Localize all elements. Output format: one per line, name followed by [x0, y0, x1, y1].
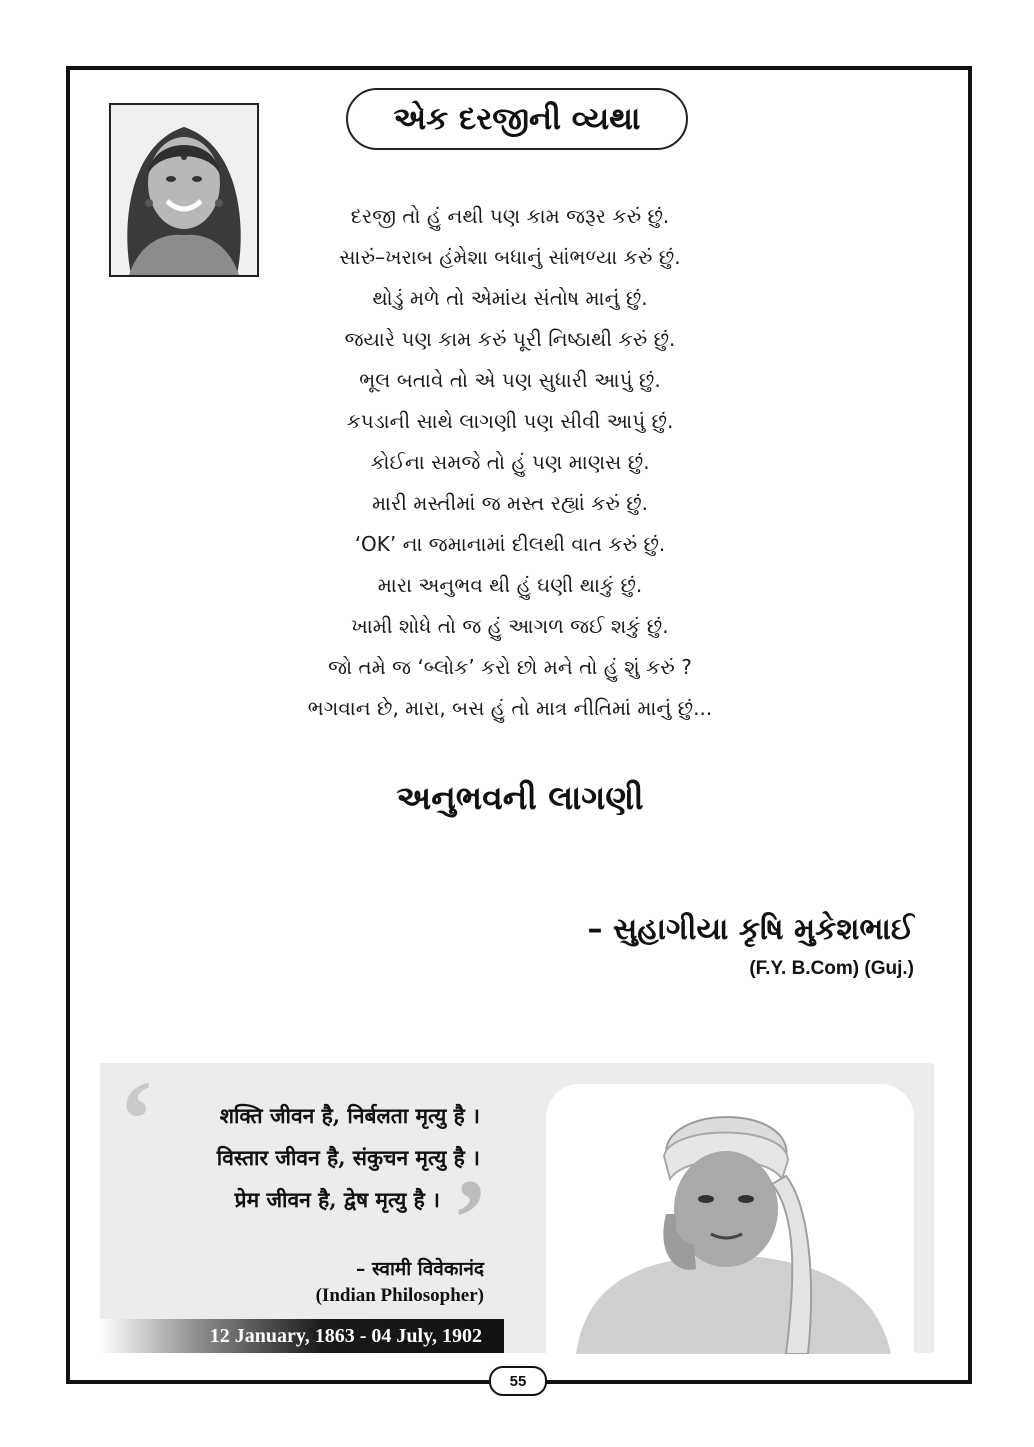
close-quote-icon: ’ [452, 1157, 489, 1279]
vivekananda-portrait [546, 1084, 914, 1354]
quote-line: शक्ति जीवन है, निर्बलता मृत्यु है । [219, 1103, 480, 1128]
author-class: (F.Y. B.Com) (Guj.) [749, 958, 914, 979]
quote-author: – स्वामी विवेकानंद [355, 1258, 484, 1280]
page-number-text: 55 [509, 1372, 527, 1390]
poem-line: સારું–ખરાબ હંમેશા બધાનું સાંભળ્યા કરું છું. [339, 245, 681, 269]
quote-text [150, 1095, 480, 1221]
article-title-text: એક દરજીની વ્યથા [393, 100, 641, 137]
poem-subtitle: અનુભવની લાગણી [396, 778, 644, 817]
quote-line: प्रेम जीवन है, द्वेष मृत्यु है । [234, 1187, 440, 1212]
poem-line: મારી મસ્તીમાં જ મસ્ત રહ્યાં કરું છું. [371, 491, 649, 515]
quote-line: विस्तार जीवन है, संकुचन मृत्यु है । [216, 1145, 480, 1170]
poem-line: જો તમે જ ‘બ્લોક’ કરો છો મને તો હું શું કરું ? [328, 655, 692, 679]
poem-line: દરજી તો હું નથી પણ કામ જરૂર કરું છું. [350, 204, 670, 228]
poem-line: ભૂલ બતાવે તો એ પણ સુધારી આપું છું. [359, 368, 661, 392]
poem-line: જયારે પણ કામ કરું પૂરી નિષ્ઠાથી કરું છું. [344, 327, 676, 351]
poem-line: ભગવાન છે, મારા, બસ હું તો માત્ર નીતિમાં માનું છું... [307, 696, 713, 720]
poem-line: ખામી શોધે તો જ હું આગળ જઈ શકું છું. [351, 614, 669, 638]
page-number [489, 1366, 547, 1396]
date-bar [100, 1319, 504, 1353]
poem-line: ‘OK’ ના જમાનામાં દીલથી વાત કરું છું. [354, 532, 666, 556]
poem-line: કપડાની સાથે લાગણી પણ સીવી આપું છું. [346, 409, 674, 433]
author-name: – સુહાગીયા કૃષિ મુકેશભાઈ [587, 912, 914, 947]
poem-line: થોડું મળે તો એમાંય સંતોષ માનું છું. [372, 286, 648, 310]
article-title [346, 88, 688, 150]
open-quote-icon: ‘ [118, 1058, 155, 1180]
quote-author-role: (Indian Philosopher) [315, 1285, 484, 1306]
life-dates: 12 January, 1863 - 04 July, 1902 [209, 1324, 482, 1347]
poem-line: કોઈના સમજે તો હું પણ માણસ છું. [370, 450, 650, 474]
poem [160, 196, 860, 729]
poem-line: મારા અનુભવ થી હું ઘણી થાકું છું. [377, 573, 643, 597]
